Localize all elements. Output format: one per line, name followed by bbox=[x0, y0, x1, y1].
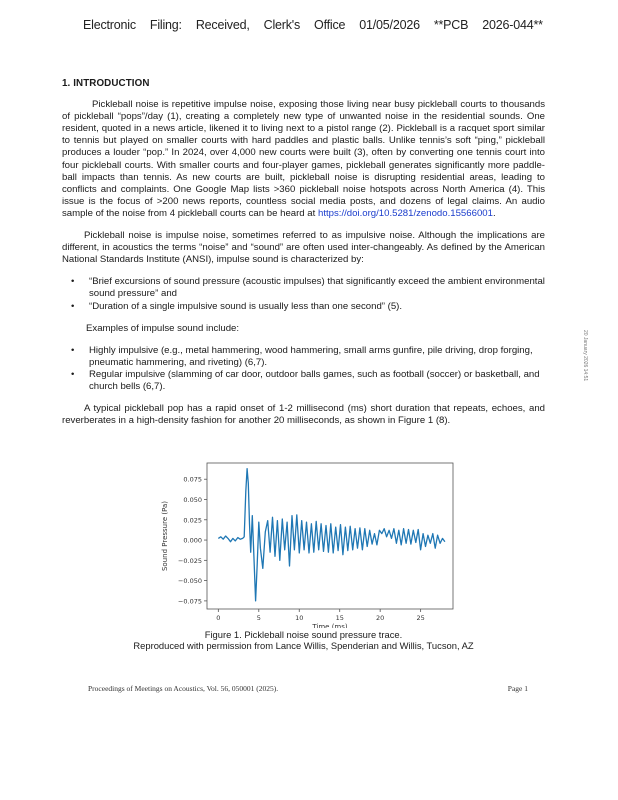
list-item bbox=[62, 345, 545, 369]
list-item bbox=[62, 369, 545, 393]
figure-caption: Figure 1. Pickleball noise sound pressure trace. bbox=[204, 629, 403, 640]
stamp-word: 2026-044** bbox=[482, 18, 543, 32]
page-footer bbox=[88, 684, 528, 693]
figure-1 bbox=[150, 458, 470, 658]
y-tick-label: 0.000 bbox=[183, 536, 202, 545]
stamp-word: 01/05/2026 bbox=[359, 18, 420, 32]
stamp-word: Filing: bbox=[149, 18, 182, 32]
paragraph-text: Pickleball noise is repetitive impulse noise, exposing those living near busy pickleball courts to thousands of pickleball “pops”/day (1), creating a completely new type of unwanted noise in the residential sounds. One resident, quoted in a news article, likened it to living next to a pistol range (2). Pickleball is a racquet sport similar to tennis but played on smaller courts with hard paddles and plastic balls. Unlike tennis’s soft “ping,” pickleball produces a louder “pop.” In 2024, over 4,000 new courts were built (3), often by converting one tennis court into four pickleball courts. With smaller courts and four-player games, pickleball generates significantly more paddle-ball impacts than tennis. As new courts are built, pickleball noise is disrupting residential areas, leading to conflicts and complaints. One Google Map lists >360 pickleball noise hotspots across North America (4). This issue is the focus of >200 news reports, countless social media posts, and dozens of legal claims. An audio sample of the noise from 4 pickleball courts can be heard at bbox=[62, 99, 545, 219]
sound-pressure-chart bbox=[150, 458, 470, 628]
y-tick-label: −0.025 bbox=[177, 556, 202, 565]
x-tick-label: 10 bbox=[295, 614, 304, 622]
journal-citation: Proceedings of Meetings on Acoustics, Vol. 56, 050001 (2025). bbox=[88, 684, 279, 693]
y-tick-label: 0.025 bbox=[183, 516, 202, 525]
stamp-word: Electronic bbox=[83, 18, 136, 32]
y-axis-label: Sound Pressure (Pa) bbox=[161, 500, 169, 572]
bullet-icon: • bbox=[71, 300, 75, 312]
figure-caption-block bbox=[62, 629, 545, 651]
intro-paragraph-1 bbox=[62, 99, 545, 220]
side-stamp: 20 January 2026 14:51 bbox=[582, 330, 588, 382]
y-axis bbox=[178, 476, 207, 606]
ansi-definition-list bbox=[62, 276, 545, 312]
examples-list bbox=[62, 345, 545, 393]
section-heading: 1. INTRODUCTION bbox=[62, 78, 150, 89]
list-item-text: Regular impulsive (slamming of car door, outdoor balls games, such as football (soccer) or basketball, and church bells (6,7). bbox=[89, 368, 540, 392]
stamp-word: Received, bbox=[195, 18, 250, 32]
list-item bbox=[62, 276, 545, 300]
stamp-word: **PCB bbox=[433, 18, 469, 32]
electronic-filing-stamp bbox=[83, 18, 557, 32]
x-tick-label: 25 bbox=[416, 614, 425, 622]
list-item-text: “Duration of a single impulsive sound is usually less than one second” (5). bbox=[89, 300, 403, 312]
zenodo-link[interactable]: https://doi.org/10.5281/zenodo.15566001 bbox=[317, 207, 493, 219]
x-tick-label: 5 bbox=[256, 614, 261, 622]
examples-intro: Examples of impulse sound include: bbox=[86, 322, 240, 334]
stamp-word: Office bbox=[314, 18, 346, 32]
bullet-icon: • bbox=[71, 368, 75, 380]
x-tick-label: 20 bbox=[376, 614, 385, 622]
y-tick-label: −0.050 bbox=[177, 577, 202, 586]
x-axis-label: Time (ms) bbox=[312, 623, 348, 628]
x-tick-label: 0 bbox=[216, 614, 221, 622]
intro-paragraph-2: Pickleball noise is impulse noise, sometimes referred to as impulsive noise. Although the implications are different, in acoustics the terms “noise” and “sound” are often used inter-changeably. As defined by the American National Standards Institute (ANSI), impulse sound is characterized by: bbox=[62, 230, 545, 266]
list-item-text: Highly impulsive (e.g., metal hammering, wood hammering, small arms gunfire, pile driving, drop forging, pneumatic hammering, and riveting) (6,7). bbox=[89, 344, 533, 368]
document-body bbox=[62, 78, 545, 427]
y-tick-label: 0.075 bbox=[183, 475, 202, 484]
y-tick-label: −0.075 bbox=[177, 597, 202, 606]
list-item bbox=[62, 301, 545, 313]
paragraph-text: . bbox=[492, 207, 496, 219]
bullet-icon: • bbox=[71, 276, 75, 288]
page-number: Page 1 bbox=[507, 684, 528, 693]
y-tick-label: 0.050 bbox=[183, 496, 202, 504]
stamp-word: Clerk's bbox=[263, 18, 301, 32]
x-axis bbox=[216, 609, 425, 622]
bullet-icon: • bbox=[71, 344, 75, 356]
x-tick-label: 15 bbox=[335, 614, 344, 622]
figure-credit: Reproduced with permission from Lance Willis, Spenderian and Willis, Tucson, AZ bbox=[133, 640, 474, 651]
list-item-text: “Brief excursions of sound pressure (acoustic impulses) that significantly exceed the ambient environmental sound pressure” and bbox=[89, 276, 545, 300]
intro-paragraph-3: A typical pickleball pop has a rapid onset of 1-2 millisecond (ms) short duration that repeats, echoes, and reverberates in a high-density fashion for another 20 milliseconds, as shown in Figure 1 (8). bbox=[62, 403, 545, 427]
